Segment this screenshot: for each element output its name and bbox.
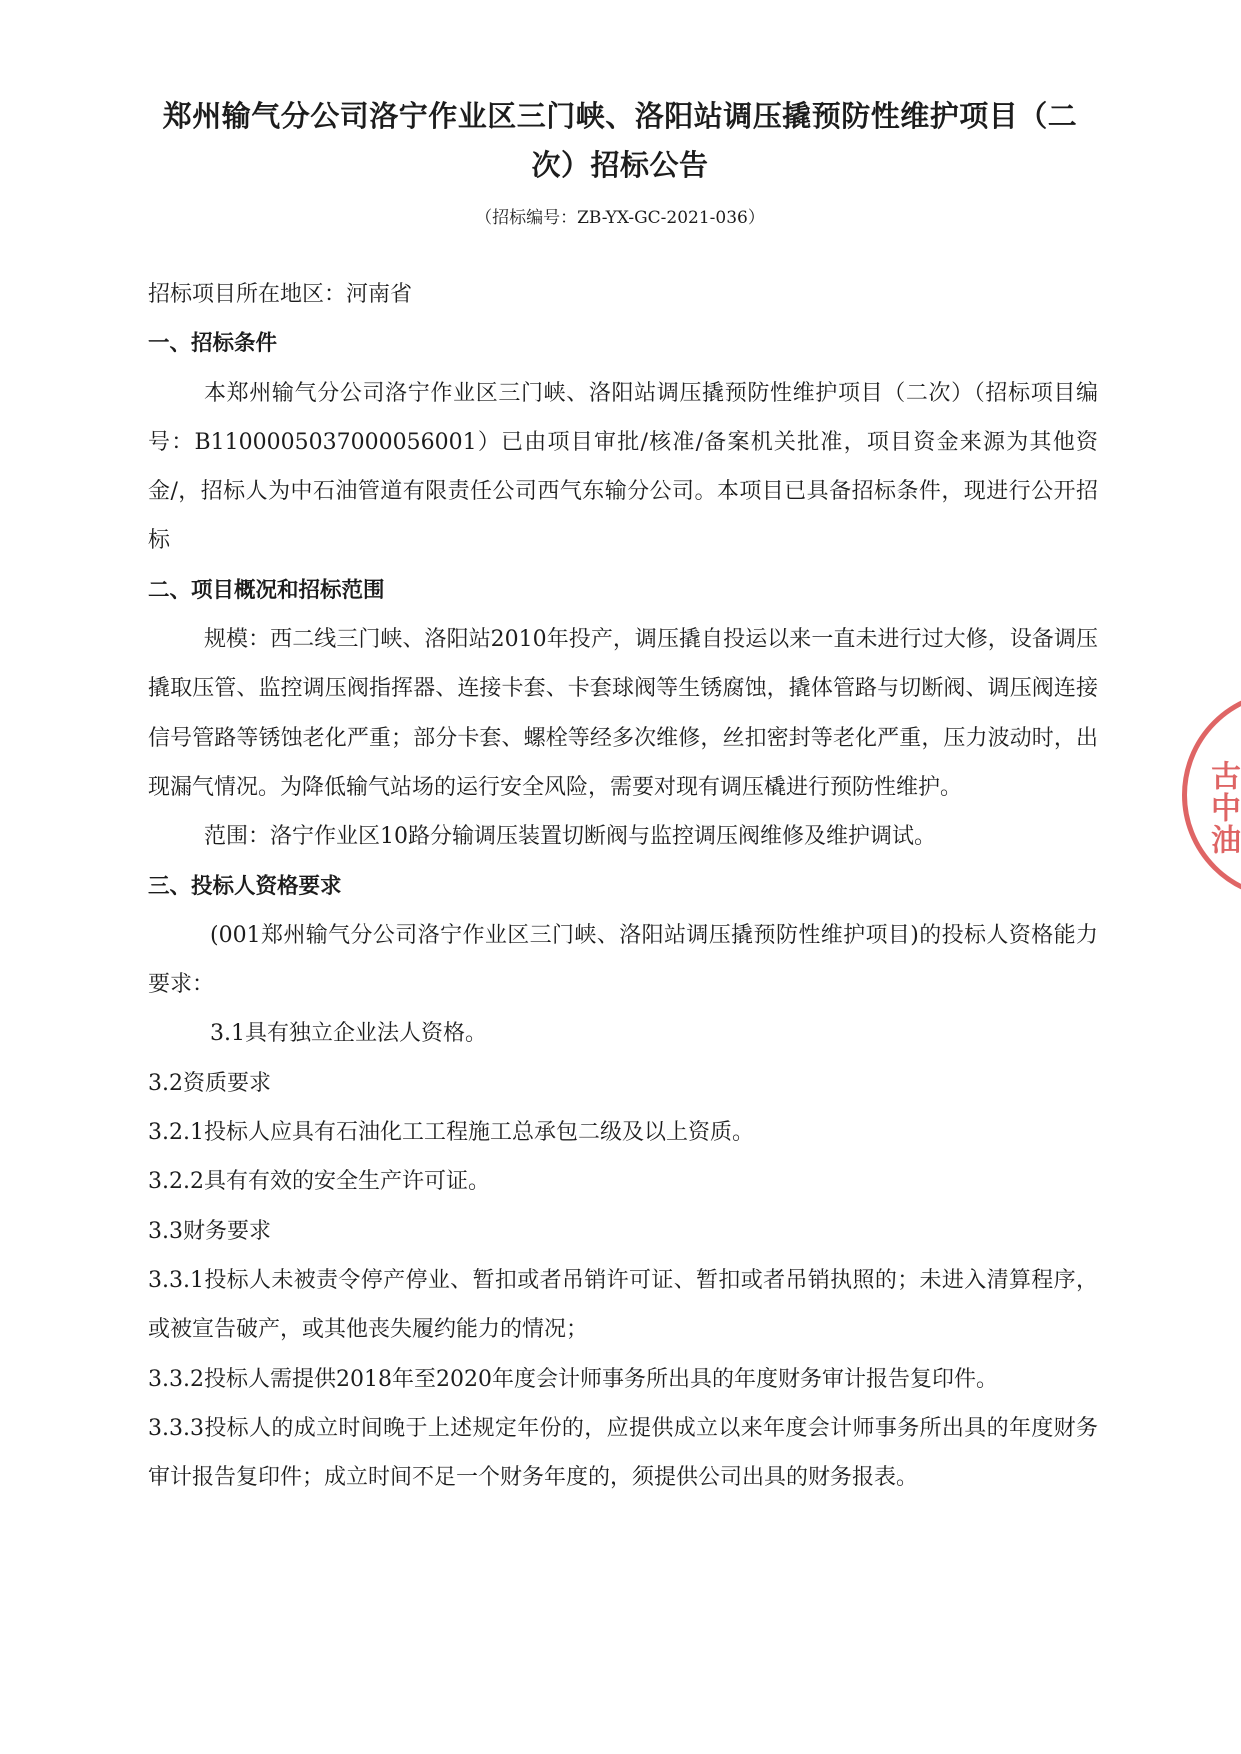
company-seal-text: 古中油 [1205,760,1240,856]
qualification-item: 3.3财务要求 [148,1218,271,1244]
qualification-item: 3.2资质要求 [148,1070,271,1096]
qualification-item: 3.3.3投标人的成立时间晚于上述规定年份的，应提供成立以来年度会计师事务所出具的年度财务审计报告复印件；成立时间不足一个财务年度的，须提供公司出具的财务报表。 [148,1415,1098,1491]
tender-conditions-paragraph: 本郑州输气分公司洛宁作业区三门峡、洛阳站调压撬预防性维护项目（二次）（招标项目编号：B1100005037000056001）已由项目审批/核准/备案机关批准，项目资金来源为其他资金/，招标人为中石油管道有限责任公司西气东输分公司。本项目已具备招标条件，现进行公开招标 [148,380,1098,554]
project-scope-paragraph: 范围：洛宁作业区10路分输调压装置切断阀与监控调压阀维修及维护调试。 [204,824,936,850]
section-heading-project-overview: 二、项目概况和招标范围 [148,577,385,603]
qualification-item: 3.3.1投标人未被责令停产停业、暂扣或者吊销许可证、暂扣或者吊销执照的；未进入清算程序，或被宣告破产，或其他丧失履约能力的情况； [148,1267,1098,1343]
document-title: 郑州输气分公司洛宁作业区三门峡、洛阳站调压撬预防性维护项目（二次）招标公告 [162,99,1078,182]
qualification-item: 3.1具有独立企业法人资格。 [210,1021,487,1047]
document-body [148,270,1098,1502]
qualification-item: 3.2.2具有有效的安全生产许可证。 [148,1169,490,1195]
section-heading-bidder-qualifications: 三、投标人资格要求 [148,873,342,899]
qualification-item: 3.2.1投标人应具有石油化工工程施工总承包二级及以上资质。 [148,1120,754,1146]
project-region: 招标项目所在地区：河南省 [148,282,413,307]
qualification-item: 3.3.2投标人需提供2018年至2020年度会计师事务所出具的年度财务审计报告复印件。 [148,1366,998,1392]
project-scale-paragraph: 规模：西二线三门峡、洛阳站2010年投产，调压撬自投运以来一直未进行过大修，设备调压撬取压管、监控调压阀指挥器、连接卡套、卡套球阀等生锈腐蚀，撬体管路与切断阀、调压阀连接信号管路等锈蚀老化严重；部分卡套、螺栓等经多次维修，丝扣密封等老化严重，压力波动时，出现漏气情况。为降低输气站场的运行安全风险，需要对现有调压橇进行预防性维护。 [148,627,1098,800]
qualifications-intro: (001郑州输气分公司洛宁作业区三门峡、洛阳站调压撬预防性维护项目)的投标人资格能力要求： [148,922,1098,998]
section-heading-tender-conditions: 一、招标条件 [148,331,278,357]
tender-number: （招标编号：ZB-YX-GC-2021-036） [475,208,765,228]
